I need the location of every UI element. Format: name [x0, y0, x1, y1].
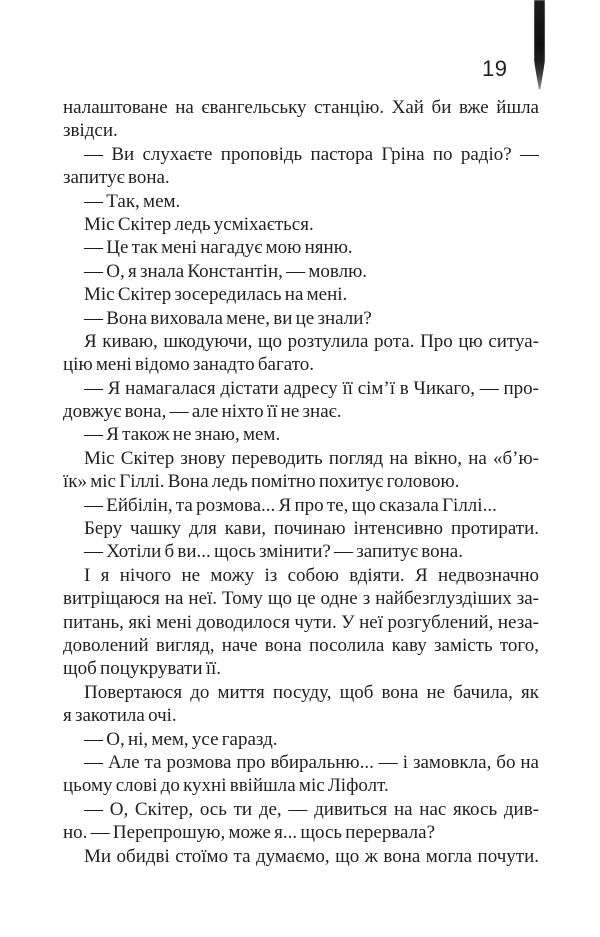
text-line: Беру чашку для кави, починаю інтенсивно протирати. — [84, 518, 539, 540]
text-line: цію мені відомо занадто багато. — [63, 354, 315, 376]
text-line: І я нічого не можу із собою вдіяти. Я недвозначно — [84, 564, 539, 586]
text-line: но. — Перепрошую, може я... щось перервала? — [63, 822, 436, 844]
text-line: налаштоване на євангельську станцію. Хай би вже йшла — [63, 97, 539, 118]
text-line: — Це так мені нагадує мою няню. — [84, 237, 353, 259]
text-line: довжує вона, — але ніхто її не знає. — [63, 401, 342, 423]
text-line: їк» міс Гіллі. Вона ледь помітно похитує головою. — [63, 471, 460, 493]
page-number: 19 — [482, 56, 508, 81]
text-line: — О, ні, мем, усе гаразд. — [84, 728, 278, 750]
text-line: — Ейбілін, та розмова... Я про те, що сказала Гіллі... — [84, 494, 497, 516]
text-line: — О, Скітер, ось ти де, — дивиться на нас якось див- — [84, 798, 539, 820]
text-line: доволений вигляд, наче вона посолила каву замість того, — [63, 634, 539, 656]
text-line: Ми обидві стоїмо та думаємо, що ж вона могла почути. — [84, 845, 539, 867]
text-line: — Вона виховала мене, ви це знали? — [84, 307, 372, 329]
text-line: — Так, мем. — [84, 190, 181, 212]
text-line: витріщаюся на неї. Тому що це одне з найбезглуздіших за- — [63, 588, 539, 610]
bookmark-ribbon-icon — [534, 0, 545, 92]
text-line: щоб поцукрувати її. — [63, 658, 222, 680]
text-line: Я киваю, шкодуючи, що розтулила рота. Про цю ситуа- — [84, 330, 539, 352]
text-line: питань, які мені доводилося чути. У неї розгублений, неза- — [63, 611, 539, 633]
text-line: звідси. — [63, 120, 118, 142]
text-line: — Ви слухаєте проповідь пастора Гріна по радіо? — — [84, 143, 539, 165]
text-line: — Я намагалася дістати адресу її сім’ї в Чикаго, — про- — [84, 377, 539, 399]
page-text — [63, 96, 539, 868]
text-line: цьому слові до кухні ввійшла міс Ліфолт. — [63, 775, 389, 797]
text-line: Міс Скітер знову переводить погляд на вікно, на «б’ю- — [84, 447, 539, 469]
text-line: — Але та розмова про вбиральню... — і замовкла, бо на — [84, 751, 539, 773]
text-line: — Я також не знаю, мем. — [84, 424, 281, 446]
text-line: — О, я знала Константін, — мовлю. — [84, 260, 368, 282]
text-line: — Хотіли б ви... щось змінити? — запитує вона. — [84, 541, 463, 563]
text-line: Міс Скітер зосередилась на мені. — [84, 284, 348, 306]
text-line: я закотила очі. — [63, 705, 177, 727]
text-line: запитує вона. — [63, 167, 170, 189]
text-line: Повертаюся до миття посуду, щоб вона не бачила, як — [84, 681, 539, 703]
text-line: Міс Скітер ледь усміхається. — [84, 213, 314, 235]
